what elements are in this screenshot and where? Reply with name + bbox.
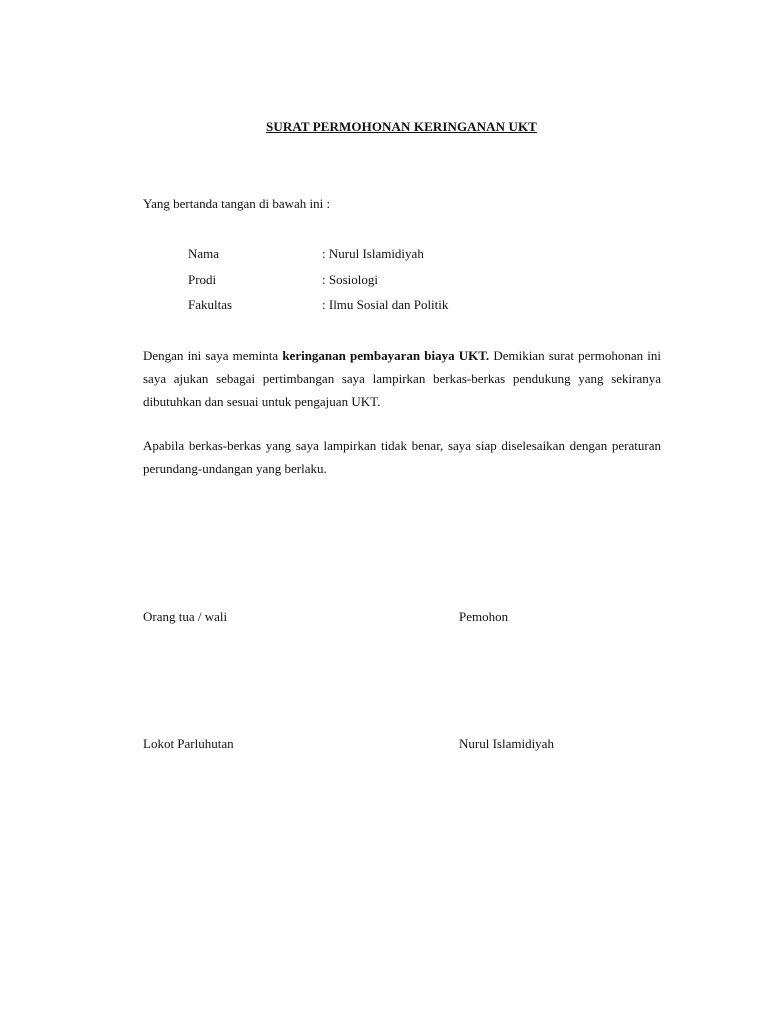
signature-right-label: Pemohon — [459, 609, 509, 624]
signature-left-label: Orang tua / wali — [143, 609, 228, 624]
field-row-prodi — [188, 271, 448, 297]
signature-left-name: Lokot Parluhutan — [143, 736, 234, 751]
field-label: Nama — [188, 246, 220, 261]
field-value: : Ilmu Sosial dan Politik — [322, 297, 449, 312]
identity-fields — [188, 245, 448, 322]
field-row-fakultas — [188, 296, 448, 322]
paragraph-text: Dengan ini saya meminta — [143, 348, 283, 363]
statement-paragraph: Apabila berkas-berkas yang saya lampirkan tidak benar, saya siap diselesaikan dengan peraturan perundang-undangan yang berlaku. — [143, 438, 661, 476]
intro-text: Yang bertanda tangan di bawah ini : — [143, 196, 331, 211]
paragraph-text: Demikian surat permohonan ini saya ajukan sebagai pertimbangan saya lampirkan berkas-berkas pendukung yang sekiranya dibutuhkan dan sesuai untuk pengajuan UKT. — [143, 348, 661, 409]
field-value: : Nurul Islamidiyah — [322, 246, 424, 261]
paragraph-bold-text: keringanan pembayaran biaya UKT. — [282, 348, 490, 363]
request-paragraph — [143, 344, 661, 413]
field-label: Prodi — [188, 271, 217, 287]
field-row-nama — [188, 245, 448, 271]
field-label: Fakultas — [188, 297, 233, 312]
signature-right-name: Nurul Islamidiyah — [459, 736, 554, 751]
letter-title: SURAT PERMOHONAN KERINGANAN UKT — [266, 119, 537, 134]
field-value: : Sosiologi — [322, 271, 378, 287]
